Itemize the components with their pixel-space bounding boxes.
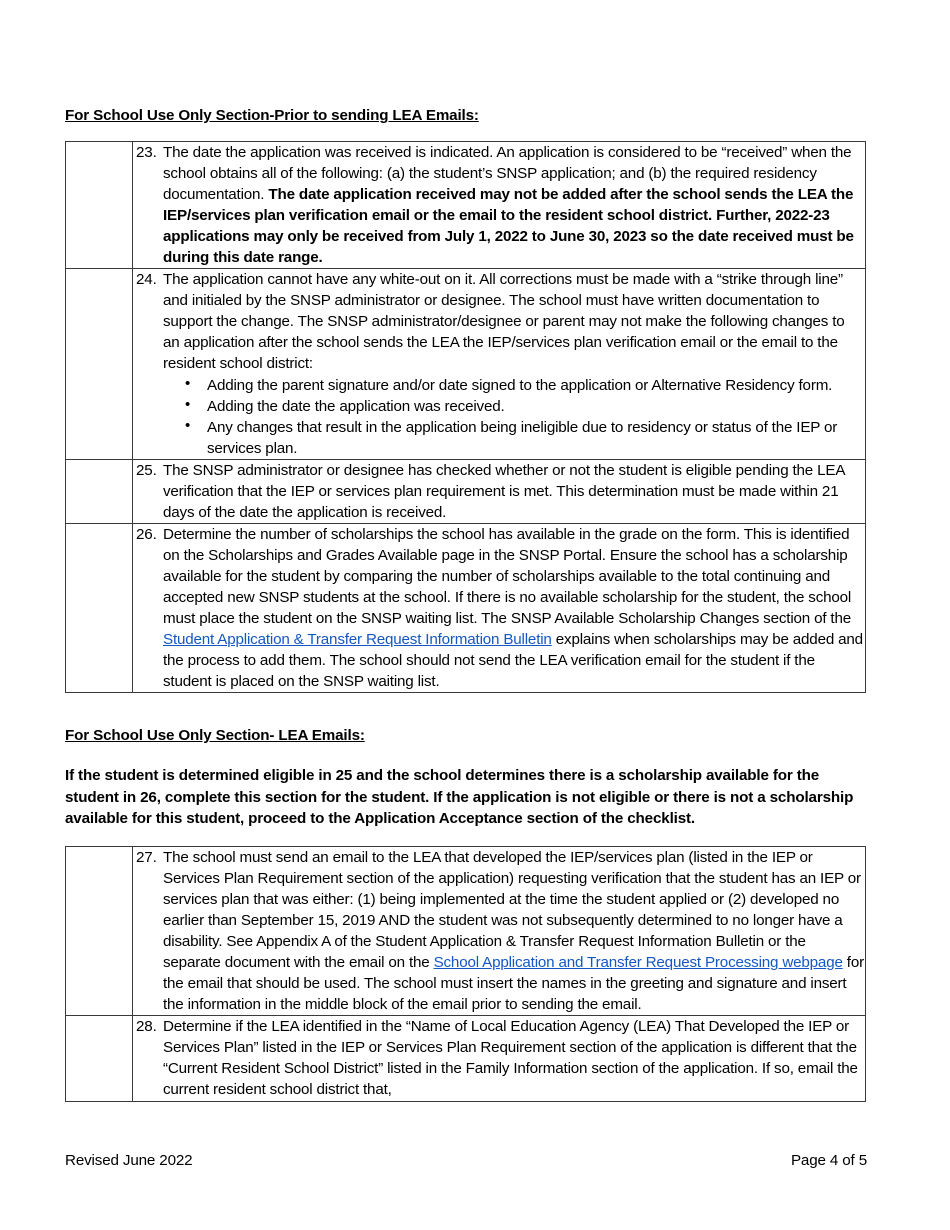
item-number-25: 25. bbox=[136, 461, 157, 479]
checkbox-cell-27[interactable] bbox=[66, 846, 133, 1015]
item-27-text-before-link: The school must send an email to the LEA that developed the IEP/services plan (listed in the IEP or Services Plan Requirement section of the application) requesting verification that the student has an IEP or services plan that was either: (1) being implemented at the time the student applied or (2) developed no earlier than September 15, 2019 AND the student was not subsequently determined to no longer have a disability. See Appendix A of the Student Application & Transfer Request Information Bulletin or the separate document with the email on the bbox=[163, 848, 861, 972]
checkbox-cell-24[interactable] bbox=[66, 269, 133, 459]
item-cell-24 bbox=[133, 269, 866, 459]
item-28-plain-text: Determine if the LEA identified in the “Name of Local Education Agency (LEA) That Developed the IEP or Services Plan” listed in the IEP or Services Plan Requirement section of the application is different that the “Current Resident School District” listed in the Family Information section of the application. If so, email the current resident school district that, bbox=[163, 1018, 858, 1099]
checkbox-cell-26[interactable] bbox=[66, 523, 133, 692]
student-application-transfer-bulletin-link[interactable]: Student Application & Transfer Request Information Bulletin bbox=[163, 631, 552, 649]
item-26-text-after-link: explains when scholarships may be added and the process to add them. The school should not send the LEA verification email for the student if the student is placed on the SNSP waiting list. bbox=[163, 631, 863, 691]
item-cell-25 bbox=[133, 459, 866, 523]
item-25-plain-text: The SNSP administrator or designee has checked whether or not the student is eligible pending the LEA verification that the IEP or services plan requirement is met. This determination must be made within 21 days of the date the application is received. bbox=[163, 461, 845, 521]
item-text-28 bbox=[163, 1016, 865, 1100]
table-row bbox=[66, 846, 866, 1015]
table-row bbox=[66, 142, 866, 269]
item-number-24: 24. bbox=[136, 271, 157, 289]
school-application-processing-webpage-link[interactable]: School Application and Transfer Request Processing webpage bbox=[433, 954, 843, 972]
list-item: • Adding the date the application was received. bbox=[185, 396, 865, 417]
item-number-23: 23. bbox=[136, 144, 157, 161]
table-row bbox=[66, 1016, 866, 1101]
page-footer bbox=[65, 1152, 867, 1169]
checklist-table-section-one bbox=[65, 141, 866, 693]
item-23-plain-text: The date the application was received is indicated. An application is considered to be “received” when the school obtains all of the following: (a) the student’s SNSP application; and (b) the required residency documentation. bbox=[163, 144, 852, 204]
section-one-heading: For School Use Only Section-Prior to sending LEA Emails: bbox=[65, 107, 479, 124]
table-row bbox=[66, 269, 866, 459]
item-27-text-after-link: for the email that should be used. The school must insert the names in the greeting and signature and insert the information in the middle block of the email prior to sending the email. bbox=[163, 954, 864, 1014]
item-cell-23 bbox=[133, 142, 866, 269]
section-one-heading-wrap bbox=[65, 0, 867, 125]
item-number-28: 28. bbox=[136, 1018, 157, 1036]
item-text-26 bbox=[163, 524, 865, 692]
list-item: • Adding the parent signature and/or date signed to the application or Alternative Residency form. bbox=[185, 375, 865, 396]
checkbox-cell-25[interactable] bbox=[66, 459, 133, 523]
checkbox-cell-23[interactable] bbox=[66, 142, 133, 269]
checkbox-cell-28[interactable] bbox=[66, 1016, 133, 1101]
list-item: • Any changes that result in the application being ineligible due to residency or status of the IEP or services plan. bbox=[185, 417, 865, 459]
table-row bbox=[66, 459, 866, 523]
section-two-heading: For School Use Only Section- LEA Emails: bbox=[65, 727, 365, 745]
item-26-text-before-link: Determine the number of scholarships the school has available in the grade on the form. This is identified on the Scholarships and Grades Available page in the SNSP Portal. Ensure the school has a scholarship available for the student by comparing the number of scholarships available to the total continuing and accepted new SNSP students at the school. If there is no available scholarship for the student, the school must place the student on the SNSP waiting list. The SNSP Available Scholarship Changes section of the bbox=[163, 525, 852, 628]
footer-revision-text: Revised June 2022 bbox=[65, 1152, 193, 1169]
item-24-bullet-list bbox=[133, 375, 865, 459]
item-number-27: 27. bbox=[136, 848, 157, 866]
item-text-23 bbox=[163, 142, 865, 268]
section-two-heading-wrap bbox=[65, 693, 867, 745]
item-number-26: 26. bbox=[136, 525, 157, 543]
item-24-plain-text: The application cannot have any white-out on it. All corrections must be made with a “strike through line” and initialed by the SNSP administrator or designee. The school must have written documentation to support the change. The SNSP administrator/designee or parent may not make the following changes to an application after the school sends the LEA the IEP/services plan verification email or the email to the resident school district: bbox=[163, 271, 845, 373]
page-content bbox=[65, 0, 867, 1102]
item-text-24 bbox=[163, 269, 865, 374]
footer-page-number: Page 4 of 5 bbox=[790, 1152, 867, 1169]
item-23-bold-text: The date application received may not be added after the school sends the LEA the IEP/services plan verification email or the email to the resident school district. Further, 2022-23 applications may only be received from July 1, 2022 to June 30, 2023 so the date received must be during this date range. bbox=[163, 186, 854, 267]
item-cell-27 bbox=[133, 846, 866, 1015]
checklist-table-section-two bbox=[65, 846, 866, 1102]
section-two-intro-paragraph: If the student is determined eligible in 25 and the school determines there is a scholarship available for the student in 26, complete this section for the student. If the application is not eligible or there is not a scholarship available for this student, proceed to the Application Acceptance section of the checklist. bbox=[65, 767, 854, 828]
item-text-27 bbox=[163, 847, 865, 1015]
item-cell-28 bbox=[133, 1016, 866, 1101]
table-row bbox=[66, 523, 866, 692]
item-cell-26 bbox=[133, 523, 866, 692]
item-text-25 bbox=[163, 460, 865, 523]
